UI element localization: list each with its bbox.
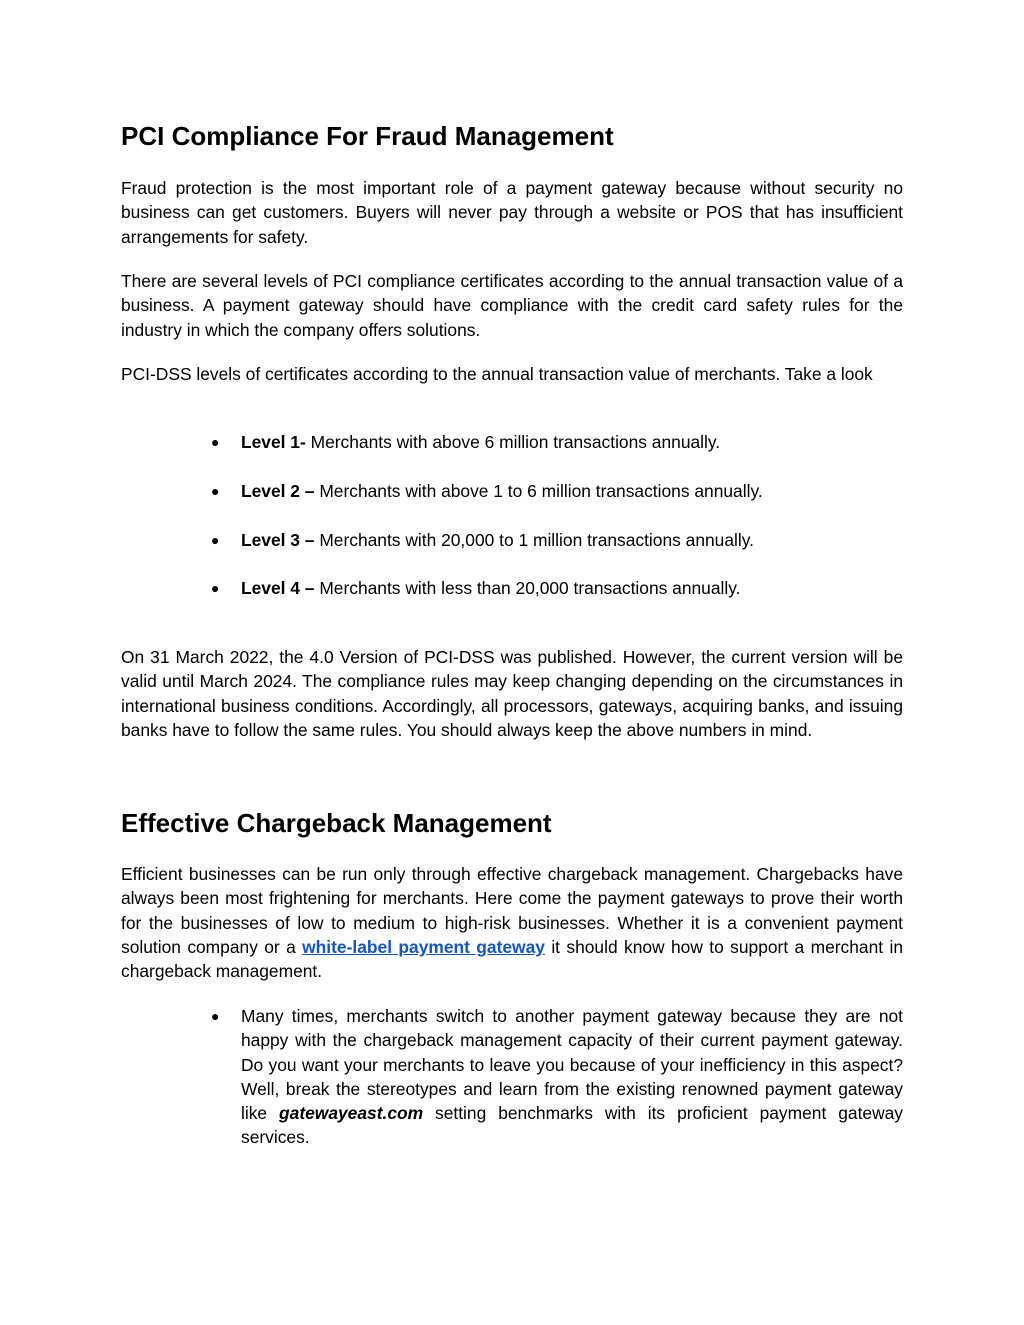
bullet-icon: ● bbox=[211, 580, 220, 597]
level-label: Level 3 – bbox=[241, 529, 315, 550]
section-heading-pci: PCI Compliance For Fraud Management bbox=[121, 121, 614, 151]
level-label: Level 2 – bbox=[241, 480, 315, 501]
list-item-level-4 bbox=[211, 576, 903, 600]
text-run: it should know how to support a merchant in chargeback management. bbox=[121, 936, 903, 982]
list-item-level-1 bbox=[211, 430, 903, 454]
level-list bbox=[211, 430, 903, 601]
level-label: Level 4 – bbox=[241, 578, 315, 599]
chargeback-list bbox=[211, 1004, 903, 1150]
level-label: Level 1- bbox=[241, 432, 306, 452]
white-label-payment-gateway-link[interactable]: white-label payment gateway bbox=[302, 936, 545, 957]
text-run: Many times, merchants switch to another payment gateway because they are not happy with the chargeback management capacity of their current payment gateway. Do you want your merchants to leave you because of your inefficiency in this aspect? Well, break the stereotypes and learn from the existing renowned payment gateway like bbox=[241, 1006, 903, 1124]
level-text: Merchants with less than 20,000 transactions annually. bbox=[314, 578, 741, 599]
text-run: Efficient businesses can be run only through effective chargeback management. Chargebacks have always been most frightening for merchants. Here come the payment gateways to prove their worth for the businesses of low to medium to high-risk businesses. Whether it is a convenient payment solution company or a bbox=[121, 864, 903, 957]
section-heading-chargeback: Effective Chargeback Management bbox=[121, 808, 552, 838]
paragraph-pci-levels: There are several levels of PCI compliance certificates according to the annual transaction value of a business. A payment gateway should have compliance with the credit card safety rules for the industry in which the company offers solutions. bbox=[121, 271, 903, 340]
paragraph-fraud-protection: Fraud protection is the most important role of a payment gateway because without security no business can get customers. Buyers will never pay through a website or POS that has insufficient arrangements for safety. bbox=[121, 178, 903, 247]
list-item-merchant-switch bbox=[211, 1004, 903, 1150]
paragraph-pci-dss-version: On 31 March 2022, the 4.0 Version of PCI-DSS was published. However, the current version will be valid until March 2024. The compliance rules may keep changing depending on the circumstances in international business conditions. Accordingly, all processors, gateways, acquiring banks, and issuing banks have to follow the same rules. You should always keep the above numbers in mind. bbox=[121, 647, 903, 740]
gatewayeast-emphasis: gatewayeast.com bbox=[279, 1103, 424, 1124]
list-item-level-2 bbox=[211, 479, 903, 503]
bullet-icon: ● bbox=[211, 434, 220, 450]
bullet-icon: ● bbox=[211, 482, 220, 499]
level-text: Merchants with above 1 to 6 million transactions annually. bbox=[314, 480, 763, 501]
text-run: setting benchmarks with its proficient payment gateway services. bbox=[241, 1103, 903, 1148]
bullet-icon: ● bbox=[211, 1008, 220, 1024]
paragraph-pci-dss-intro: PCI-DSS levels of certificates according to the annual transaction value of merchants. Take a look bbox=[121, 364, 873, 384]
level-text: Merchants with above 6 million transactions annually. bbox=[305, 432, 721, 452]
paragraph-chargeback-intro bbox=[121, 862, 903, 983]
bullet-icon: ● bbox=[211, 531, 220, 548]
list-item-level-3 bbox=[211, 528, 903, 552]
level-text: Merchants with 20,000 to 1 million transactions annually. bbox=[314, 529, 754, 550]
